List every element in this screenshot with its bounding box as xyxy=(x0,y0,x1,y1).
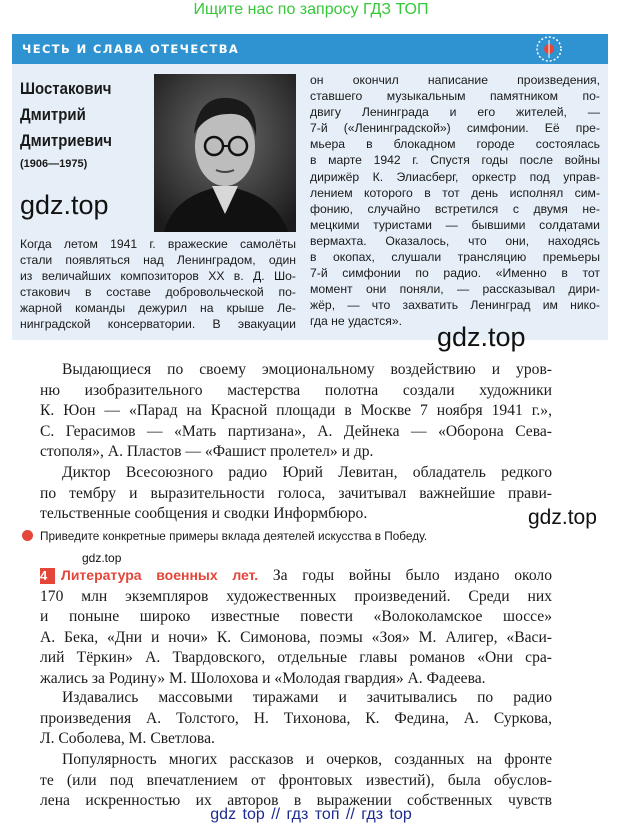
person-years: (1906—1975) xyxy=(20,158,88,170)
watermark-bottom: gdz top // гдз топ // гдз top xyxy=(210,806,412,823)
text-line: Л. Соболева, М. Светлова. xyxy=(40,730,215,747)
question xyxy=(40,528,560,544)
laurel-icon xyxy=(534,34,564,64)
text-line: в окопах, слушали трансляцию премьеры xyxy=(310,250,600,265)
watermark-gdz: gdz.top xyxy=(528,506,597,529)
text-line: момент они поняли, — рассказывал дири- xyxy=(310,282,600,297)
question-text: Приведите конкретные примеры вклада деятелей искусства в Победу. xyxy=(40,529,428,543)
text-line: лена искренностью их авторов в выражении собственных чувств xyxy=(40,792,552,809)
watermark-gdz: gdz.top xyxy=(20,190,109,220)
text-line: лением которого в тот день исполнял сим- xyxy=(310,185,600,200)
text-line: Выдающиеся по своему эмоциональному воздействию и уров- xyxy=(62,361,552,378)
text-line: жались за Родину» М. Шолохова и «Молодая гвардия» А. Фадеева. xyxy=(40,669,486,687)
text-line: ню изобразительного мастерства полотна создали художники xyxy=(40,381,552,399)
text-line: он окончил написание произведения, xyxy=(310,73,600,87)
text-line: дирижёр К. Элиасберг, оркестр под управ- xyxy=(310,169,600,184)
person-name xyxy=(20,76,143,154)
text-line: лий Тёркин» А. Твардовского, отдельные главы романов «Они сра- xyxy=(40,649,552,666)
text-line: ставшего музыкальным памятником по- xyxy=(310,89,600,104)
text-line: вермахта. Оказалось, что они, находясь xyxy=(310,233,600,248)
text-line: произведения А. Толстого, Н. Тихонова, К. Федина, А. Суркова, xyxy=(40,709,552,727)
box-text-right xyxy=(310,72,600,330)
bullet-icon xyxy=(22,530,33,541)
text-line: и поныне широко известные повести «Волоколамское шоссе» xyxy=(40,608,552,625)
text-line: стакович в составе добровольческой по- xyxy=(20,285,296,299)
text-line: 7-й симфонии по радио. «Именно в тот xyxy=(310,266,600,281)
text-line: жарной команды дежурил на крыше Ле- xyxy=(20,301,296,315)
text-line: гда не удастся». xyxy=(310,314,403,329)
text-line: по тембру и выразительности голоса, зачитывал важнейшие прави- xyxy=(40,484,552,502)
text-line: жёр, — что захватить Ленинград им нико- xyxy=(310,298,600,313)
name-line: Шостакович xyxy=(20,79,112,98)
box-header: ЧЕСТЬ И СЛАВА ОТЕЧЕСТВА xyxy=(12,34,608,64)
portrait-image xyxy=(154,74,296,232)
text-line: 170 млн экземпляров художественных произведений. Среди них xyxy=(40,587,552,605)
section-number: 4 xyxy=(40,568,55,584)
paragraph-radio xyxy=(40,688,552,750)
text-line: тельственные сообщения и сводки Информбюро. xyxy=(40,505,368,522)
text-line: те (или под впечатлением от фронтовых известий), была обуслов- xyxy=(40,771,552,789)
text-line: фонию, случайно встретился с двумя не- xyxy=(310,201,600,216)
text-line: А. Бека, «Дни и ночи» К. Симонова, поэмы «Зоя» М. Алигер, «Васи- xyxy=(40,628,552,646)
text-line: в марте 1942 г. Спустя годы после войны xyxy=(310,153,600,168)
section-title: Литература военных лет. xyxy=(61,567,259,583)
text-line: нинградской консерватории. В эвакуации xyxy=(20,317,296,331)
text-line: Издавались массовыми тиражами и зачитывались по радио xyxy=(62,689,552,706)
info-box xyxy=(12,34,608,340)
text-line: мьера в блокадном городе состоялась xyxy=(310,137,600,152)
text-line: Когда летом 1941 г. вражеские самолёты xyxy=(20,237,296,251)
text-line: стали появляться над Ленинградом, один xyxy=(20,253,296,267)
box-text-left xyxy=(20,236,296,332)
text-line: С. Герасимов — «Мать партизана», А. Дейнека — «Оборона Сева- xyxy=(40,422,552,440)
text-line: из величайших композиторов XX в. Д. Шо- xyxy=(20,269,296,283)
paragraph-popularity xyxy=(40,750,552,812)
section-literature xyxy=(40,565,552,689)
text-line: За годы войны было издано около xyxy=(272,567,552,584)
text-line: мецкими туристами — бывшими солдатами xyxy=(310,217,600,232)
text-line: К. Юон — «Парад на Красной площади в Москве 7 ноября 1941 г.», xyxy=(40,402,552,419)
text-line: Популярность многих рассказов и очерков, созданных на фронте xyxy=(62,751,552,768)
name-line: Дмитрий xyxy=(20,105,86,124)
name-line: Дмитриевич xyxy=(20,131,112,150)
paragraph-levitan xyxy=(40,463,552,525)
text-line: 7-й («Ленинградской») симфонии. Её пре- xyxy=(310,121,600,136)
section-first-line xyxy=(40,565,552,587)
text-line: двигу Ленинграда и его жителей, — xyxy=(310,105,600,120)
text-line: Диктор Всесоюзного радио Юрий Левитан, обладатель редкого xyxy=(62,464,552,481)
watermark-gdz: gdz.top xyxy=(82,551,122,565)
watermark-gdz: gdz.top xyxy=(437,322,526,352)
text-line: стополя», А. Пластов — «Фашист пролетел» и др. xyxy=(40,443,374,460)
paragraph-artists xyxy=(40,360,552,463)
watermark-top: Ищите нас по запросу ГДЗ ТОП xyxy=(193,1,429,18)
